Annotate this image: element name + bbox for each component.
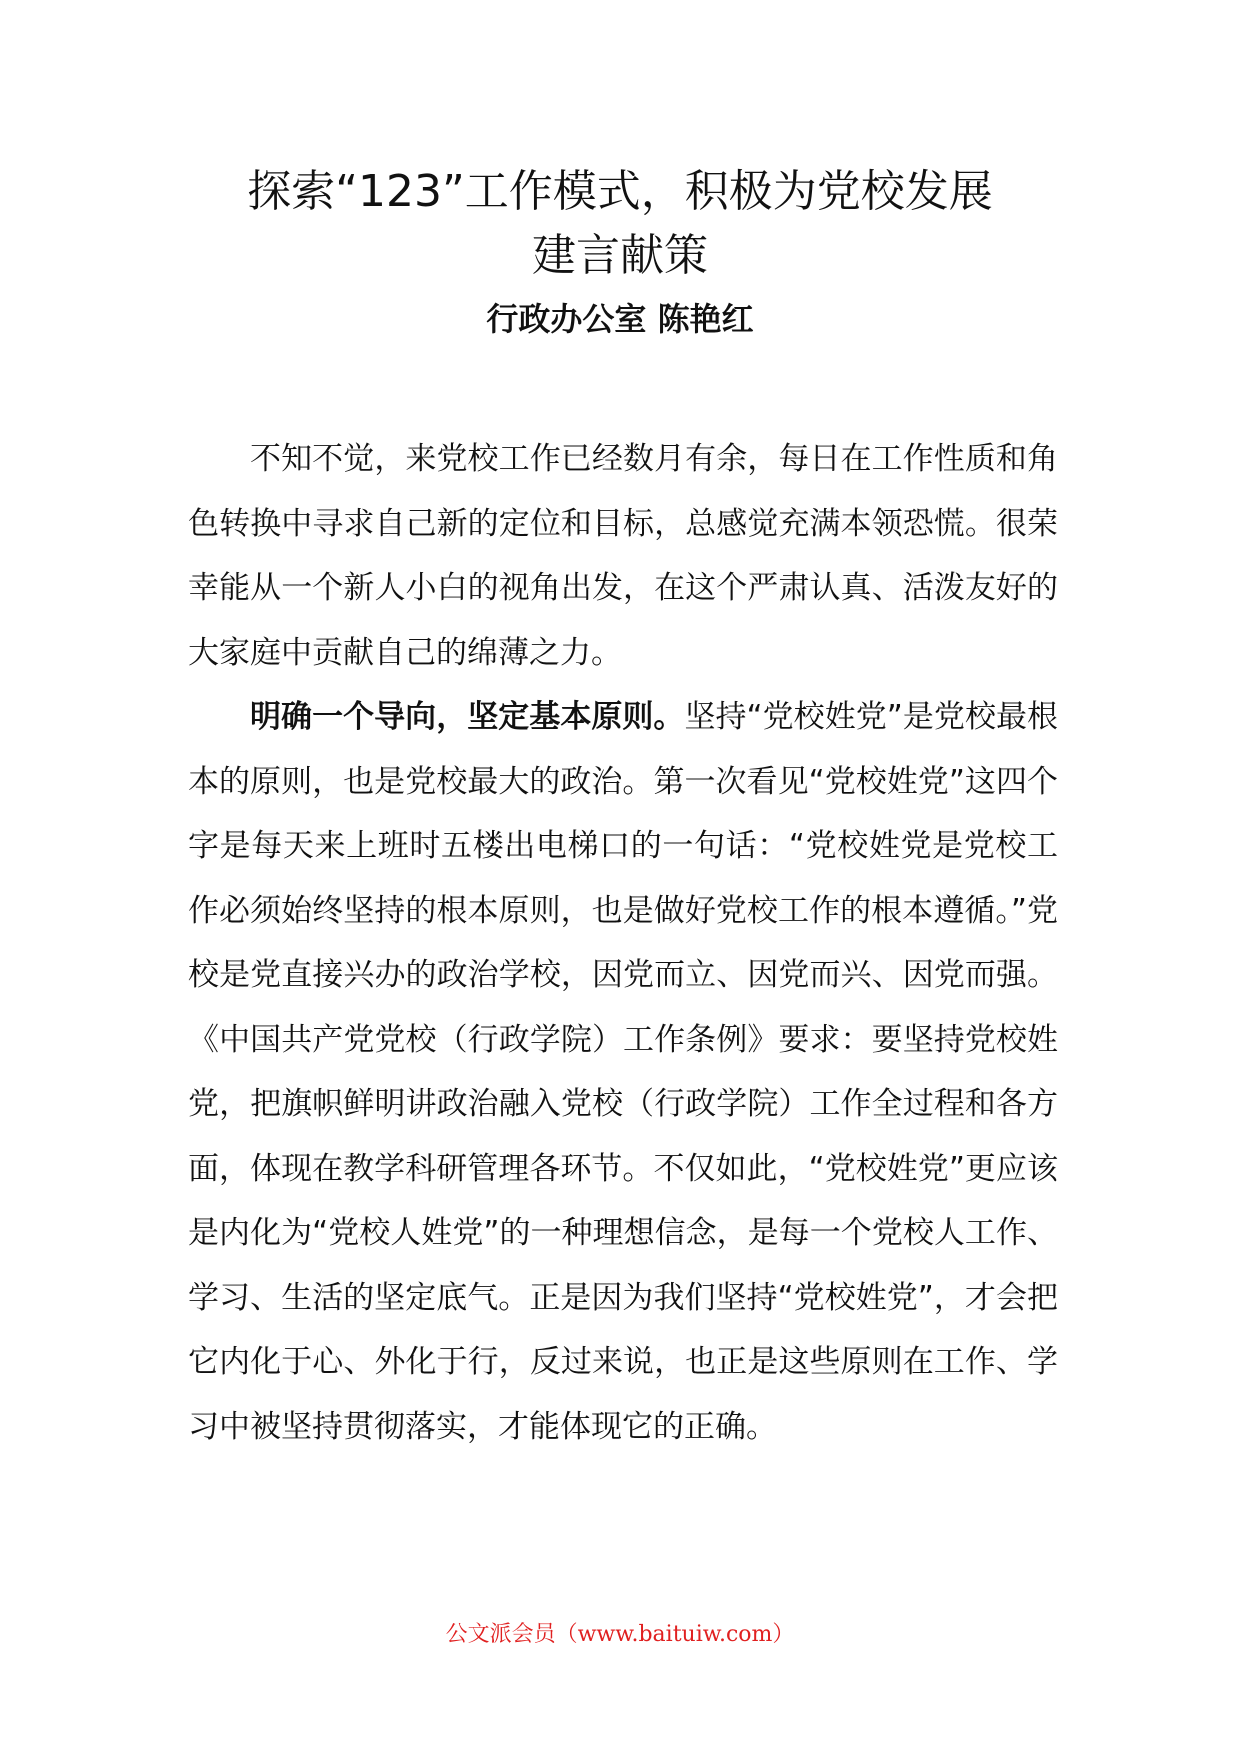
document-body [188, 427, 1058, 1459]
paragraph-1 [188, 427, 1058, 685]
document-title [150, 160, 1090, 288]
paragraph-1-text: 不知不觉，来党校工作已经数月有余，每日在工作性质和角色转换中寻求自己新的定位和目标，总感觉充满本领恐慌。很荣幸能从一个新人小白的视角出发，在这个严肃认真、活泼友好的大家庭中贡献自己的绵薄之力。 [188, 441, 1058, 671]
paragraph-2-text: 坚持“党校姓党”是党校最根本的原则，也是党校最大的政治。第一次看见“党校姓党”这四个字是每天来上班时五楼出电梯口的一句话：“党校姓党是党校工作必须始终坚持的根本原则，也是做好党校工作的根本遵循。”党校是党直接兴办的政治学校，因党而立、因党而兴、因党而强。《中国共产党党校（行政学院）工作条例》要求：要坚持党校姓党，把旗帜鲜明讲政治融入党校（行政学院）工作全过程和各方面，体现在教学科研管理各环节。不仅如此，“党校姓党”更应该是内化为“党校人姓党”的一种理想信念，是每一个党校人工作、学习、生活的坚定底气。正是因为我们坚持“党校姓党”，才会把它内化于心、外化于行，反过来说，也正是这些原则在工作、学习中被坚持贯彻落实，才能体现它的正确。 [188, 699, 1059, 1445]
paragraph-2-lead: 明确一个导向，坚定基本原则。 [250, 699, 685, 735]
paragraph-2 [188, 685, 1058, 1459]
title-line-1: 探索“123”工作模式，积极为党校发展 [247, 166, 993, 217]
title-line-2: 建言献策 [532, 230, 708, 281]
author-line: 行政办公室 陈艳红 [486, 300, 754, 338]
footer-watermark: 公文派会员（www.baituiw.com） [445, 1622, 795, 1647]
